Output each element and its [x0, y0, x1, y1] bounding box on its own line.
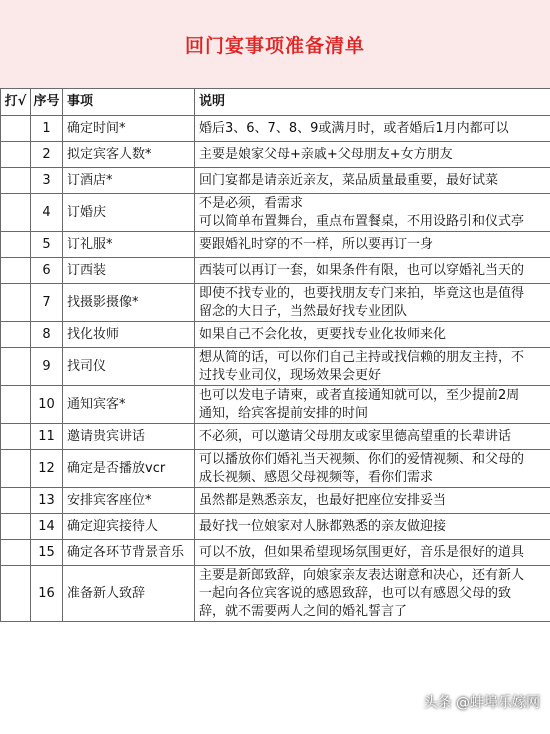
- header-desc: 说明: [195, 89, 550, 116]
- table-row: [1, 168, 550, 194]
- watermark: 头条 @蚌埠乐嫁网: [423, 695, 540, 711]
- row-number: 15: [31, 540, 63, 566]
- item-cell: 找摄影摄像*: [63, 284, 195, 322]
- table-row: [1, 488, 550, 514]
- item-cell: 订礼服*: [63, 232, 195, 258]
- description-cell: [195, 284, 550, 322]
- item-cell: 通知宾客*: [63, 386, 195, 424]
- row-number: 9: [31, 348, 63, 386]
- description-cell: [195, 258, 550, 284]
- row-number: 10: [31, 386, 63, 424]
- description-cell: [195, 540, 550, 566]
- check-cell[interactable]: [1, 168, 31, 194]
- table-row: [1, 540, 550, 566]
- row-number: 8: [31, 322, 63, 348]
- description-cell: [195, 514, 550, 540]
- item-cell: 准备新人致辞: [63, 566, 195, 622]
- item-cell: 确定各环节背景音乐: [63, 540, 195, 566]
- description-cell: [195, 142, 550, 168]
- item-cell: 确定是否播放vcr: [63, 450, 195, 488]
- check-cell[interactable]: [1, 284, 31, 322]
- check-cell[interactable]: [1, 322, 31, 348]
- description-line: 即使不找专业的，也要找朋友专门来拍，毕竟这也是值得: [199, 285, 525, 301]
- table-row: [1, 566, 550, 622]
- item-cell: 拟定宾客人数*: [63, 142, 195, 168]
- description-line: 虽然都是熟悉亲友，也最好把座位安排妥当: [199, 492, 447, 508]
- row-number: 2: [31, 142, 63, 168]
- description-line: 西装可以再订一套，如果条件有限，也可以穿婚礼当天的: [199, 262, 525, 278]
- check-cell[interactable]: [1, 424, 31, 450]
- table-row: [1, 284, 550, 322]
- header-item: 事项: [63, 89, 195, 116]
- check-cell[interactable]: [1, 566, 31, 622]
- description-line: 婚后3、6、7、8、9或满月时，或者婚后1月内都可以: [199, 120, 509, 136]
- check-cell[interactable]: [1, 450, 31, 488]
- check-cell[interactable]: [1, 142, 31, 168]
- description-line: 过找专业司仪，现场效果会更好: [199, 367, 382, 383]
- item-cell: 确定迎宾接待人: [63, 514, 195, 540]
- row-number: 3: [31, 168, 63, 194]
- check-cell[interactable]: [1, 386, 31, 424]
- check-cell[interactable]: [1, 514, 31, 540]
- header-check: 打√: [1, 89, 31, 116]
- description-cell: [195, 450, 550, 488]
- description-line: 最好找一位娘家对人脉都熟悉的亲友做迎接: [199, 518, 447, 534]
- check-cell[interactable]: [1, 540, 31, 566]
- table-row: [1, 450, 550, 488]
- item-cell: 找司仪: [63, 348, 195, 386]
- table-row: [1, 258, 550, 284]
- description-cell: [195, 348, 550, 386]
- description-line: 一起向各位宾客说的感恩致辞，也可以有感恩父母的致: [199, 585, 512, 601]
- page-title: 回门宴事项准备清单: [184, 34, 365, 57]
- description-line: 通知，给宾客提前安排的时间: [199, 405, 369, 421]
- description-line: 辞，就不需要两人之间的婚礼誓言了: [199, 603, 408, 619]
- description-cell: [195, 488, 550, 514]
- description-line: 不是必须，看需求: [199, 195, 304, 211]
- table-row: [1, 194, 550, 232]
- row-number: 16: [31, 566, 63, 622]
- description-line: 可以不放，但如果希望现场氛围更好，音乐是很好的道具: [199, 544, 525, 560]
- item-cell: 邀请贵宾讲话: [63, 424, 195, 450]
- description-line: 要跟婚礼时穿的不一样，所以要再订一身: [199, 236, 434, 252]
- description-cell: [195, 322, 550, 348]
- description-cell: [195, 424, 550, 450]
- row-number: 5: [31, 232, 63, 258]
- row-number: 6: [31, 258, 63, 284]
- check-cell[interactable]: [1, 194, 31, 232]
- check-cell[interactable]: [1, 488, 31, 514]
- table-row: [1, 232, 550, 258]
- description-line: 想从简的话，可以你们自己主持或找信赖的朋友主持，不: [199, 349, 525, 365]
- row-number: 14: [31, 514, 63, 540]
- item-cell: 订西装: [63, 258, 195, 284]
- table-header-row: [1, 89, 550, 116]
- description-cell: [195, 168, 550, 194]
- row-number: 11: [31, 424, 63, 450]
- item-cell: 订婚庆: [63, 194, 195, 232]
- description-line: 如果自己不会化妆，更要找专业化妆师来化: [199, 326, 447, 342]
- table-row: [1, 116, 550, 142]
- item-cell: 找化妆师: [63, 322, 195, 348]
- description-line: 也可以发电子请柬，或者直接通知就可以，至少提前2周: [199, 387, 520, 403]
- description-line: 不必须，可以邀请父母朋友或家里德高望重的长辈讲话: [199, 428, 512, 444]
- description-line: 回门宴都是请亲近亲友，菜品质量最重要，最好试菜: [199, 172, 499, 188]
- table-row: [1, 424, 550, 450]
- title-banner: [0, 0, 550, 88]
- description-cell: [195, 386, 550, 424]
- check-cell[interactable]: [1, 232, 31, 258]
- row-number: 1: [31, 116, 63, 142]
- description-cell: [195, 232, 550, 258]
- description-cell: [195, 116, 550, 142]
- description-line: 主要是新郎致辞，向娘家亲友表达谢意和决心，还有新人: [199, 567, 525, 583]
- description-line: 留念的大日子，当然最好找专业团队: [199, 303, 408, 319]
- description-line: 主要是娘家父母+亲戚+父母朋友+女方朋友: [199, 146, 453, 162]
- item-cell: 订酒店*: [63, 168, 195, 194]
- row-number: 4: [31, 194, 63, 232]
- row-number: 7: [31, 284, 63, 322]
- item-cell: 确定时间*: [63, 116, 195, 142]
- row-number: 12: [31, 450, 63, 488]
- table-row: [1, 322, 550, 348]
- table-body: [1, 116, 550, 622]
- description-cell: [195, 566, 550, 622]
- check-cell[interactable]: [1, 348, 31, 386]
- checklist-table: [0, 88, 550, 622]
- table-row: [1, 386, 550, 424]
- header-num: 序号: [31, 89, 63, 116]
- description-line: 成长视频、感恩父母视频等，看你们需求: [199, 469, 434, 485]
- table-row: [1, 514, 550, 540]
- table-row: [1, 348, 550, 386]
- description-cell: [195, 194, 550, 232]
- description-line: 可以播放你们婚礼当天视频、你们的爱情视频、和父母的: [199, 451, 525, 467]
- description-line: 可以简单布置舞台，重点布置餐桌，不用设路引和仪式亭: [199, 213, 525, 229]
- table-row: [1, 142, 550, 168]
- item-cell: 安排宾客座位*: [63, 488, 195, 514]
- row-number: 13: [31, 488, 63, 514]
- check-cell[interactable]: [1, 116, 31, 142]
- check-cell[interactable]: [1, 258, 31, 284]
